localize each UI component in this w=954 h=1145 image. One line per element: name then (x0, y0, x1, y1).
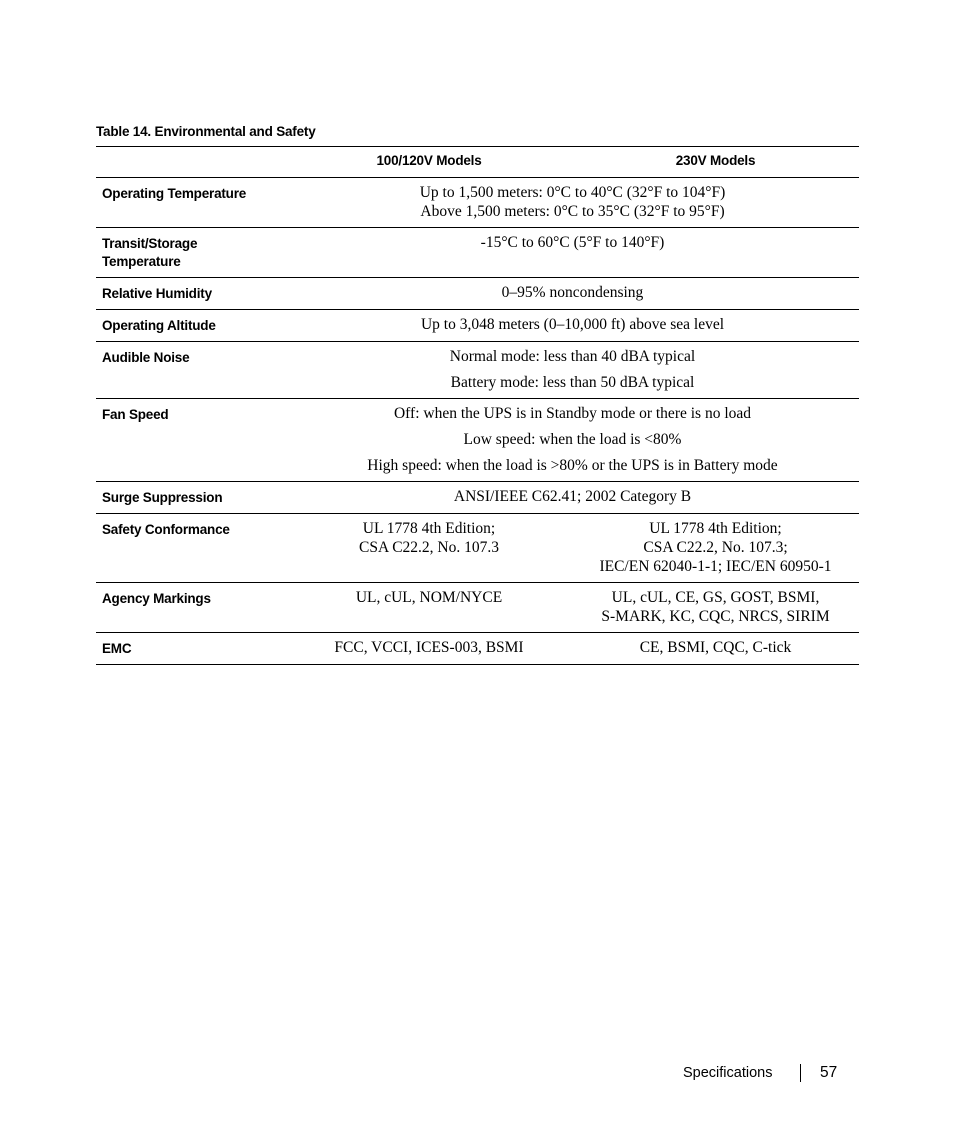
cell-line: S-MARK, KC, CQC, NRCS, SIRIM (601, 608, 830, 625)
cell-line: FCC, VCCI, ICES-003, BSMI (334, 639, 524, 656)
cell-line: ANSI/IEEE C62.41; 2002 Category B (453, 488, 692, 505)
cell-line: IEC/EN 62040-1-1; IEC/EN 60950-1 (599, 558, 832, 575)
row-label-line: Temperature (102, 254, 181, 269)
environmental-safety-table (96, 146, 859, 665)
row-label (96, 228, 286, 278)
row-label-line: Relative Humidity (102, 286, 212, 301)
cell-line: High speed: when the load is >80% or the UPS is in Battery mode (367, 457, 778, 474)
row-label-line: Operating Altitude (102, 318, 216, 333)
row-label (96, 310, 286, 342)
cell-line: Low speed: when the load is <80% (463, 431, 682, 448)
table-row (96, 482, 859, 514)
value-cell-both-models (286, 342, 859, 399)
cell-line: CSA C22.2, No. 107.3; (643, 539, 788, 556)
table-row (96, 633, 859, 665)
value-cell-both-models (286, 278, 859, 310)
value-cell-both-models (286, 228, 859, 278)
cell-line: Up to 3,048 meters (0–10,000 ft) above sea level (420, 316, 725, 333)
cell-line: CSA C22.2, No. 107.3 (359, 539, 499, 556)
value-cell-both-models (286, 310, 859, 342)
footer-section-title: Specifications (683, 1065, 773, 1081)
page-number: 57 (820, 1064, 838, 1081)
header-blank (96, 147, 286, 178)
table-row (96, 514, 859, 583)
row-label-line: Surge Suppression (102, 490, 223, 505)
header-100-120v-models: 100/120V Models (376, 153, 482, 168)
value-cell-both-models (286, 178, 859, 228)
cell-line: Normal mode: less than 40 dBA typical (449, 348, 696, 365)
cell-line: UL, cUL, CE, GS, GOST, BSMI, (611, 589, 820, 606)
value-cell-100-120v (286, 514, 572, 583)
cell-line: Up to 1,500 meters: 0°C to 40°C (32°F to 104°F) (419, 184, 726, 201)
value-cell-100-120v (286, 633, 572, 665)
value-cell-230v (572, 514, 859, 583)
row-label (96, 178, 286, 228)
table-row (96, 342, 859, 399)
table-caption: Table 14. Environmental and Safety (96, 124, 316, 139)
row-label (96, 514, 286, 583)
cell-line: 0–95% noncondensing (501, 284, 644, 301)
row-label (96, 399, 286, 482)
table-row (96, 583, 859, 633)
row-label (96, 633, 286, 665)
row-label (96, 482, 286, 514)
row-label-line: Audible Noise (102, 350, 190, 365)
cell-line: UL, cUL, NOM/NYCE (355, 589, 503, 606)
value-cell-both-models (286, 399, 859, 482)
cell-line: Off: when the UPS is in Standby mode or there is no load (393, 405, 752, 422)
table-row (96, 278, 859, 310)
value-cell-230v (572, 583, 859, 633)
header-230v-models: 230V Models (675, 153, 756, 168)
table-header-row (96, 147, 859, 178)
cell-line: Above 1,500 meters: 0°C to 35°C (32°F to 95°F) (420, 203, 725, 220)
row-label-line: Agency Markings (102, 591, 211, 606)
row-label-line: Fan Speed (102, 407, 169, 422)
table-row (96, 178, 859, 228)
footer-divider (800, 1064, 801, 1082)
row-label-line: Transit/Storage (102, 236, 198, 251)
value-cell-both-models (286, 482, 859, 514)
row-label (96, 342, 286, 399)
cell-line: UL 1778 4th Edition; (362, 520, 496, 537)
row-label-line: Safety Conformance (102, 522, 230, 537)
value-cell-100-120v (286, 583, 572, 633)
table-row (96, 399, 859, 482)
row-label-line: Operating Temperature (102, 186, 247, 201)
table-row (96, 228, 859, 278)
cell-line: Battery mode: less than 50 dBA typical (450, 374, 695, 391)
row-label-line: EMC (102, 641, 132, 656)
cell-line: CE, BSMI, CQC, C-tick (639, 639, 792, 656)
row-label (96, 278, 286, 310)
table-row (96, 310, 859, 342)
row-label (96, 583, 286, 633)
value-cell-230v (572, 633, 859, 665)
cell-line: UL 1778 4th Edition; (649, 520, 782, 537)
cell-line: -15°C to 60°C (5°F to 140°F) (480, 234, 665, 251)
table-body (96, 178, 859, 665)
